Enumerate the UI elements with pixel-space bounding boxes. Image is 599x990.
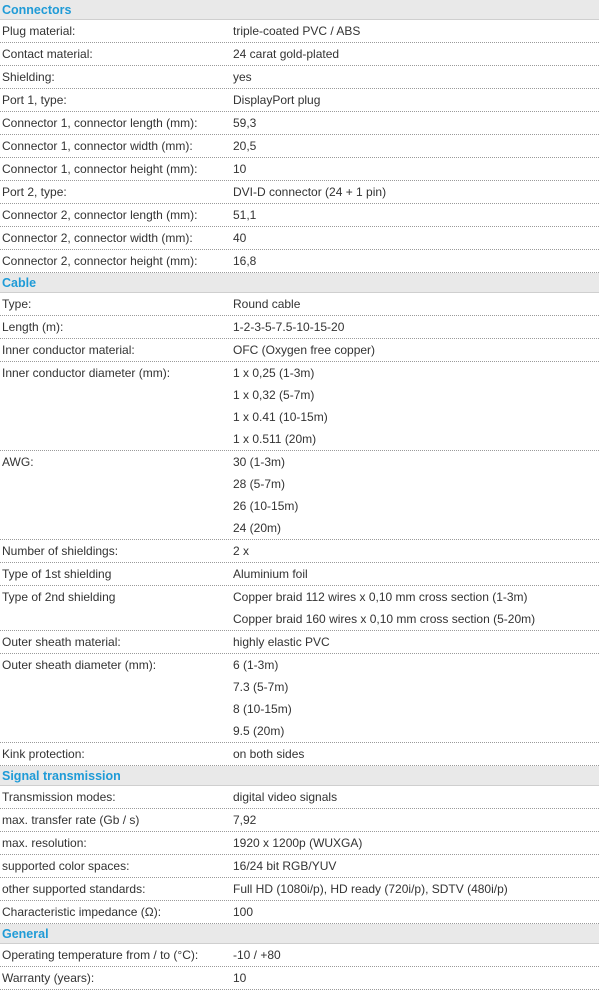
spec-value: 1920 x 1200p (WUXGA) [233,836,363,850]
spec-row [0,66,599,89]
spec-label: Type of 2nd shielding [2,590,116,604]
spec-value: 51,1 [233,208,257,222]
spec-value: 24 carat gold-plated [233,47,340,61]
spec-values [233,944,599,966]
spec-value: 16/24 bit RGB/YUV [233,859,337,873]
spec-values [233,809,599,831]
spec-label: Port 1, type: [2,93,67,107]
spec-label: AWG: [2,455,34,469]
spec-value: 24 (20m) [233,521,282,535]
spec-row [0,901,599,924]
spec-row [0,112,599,135]
spec-row [0,944,599,967]
section-signal-transmission [0,766,599,924]
spec-value: highly elastic PVC [233,635,330,649]
spec-value: OFC (Oxygen free copper) [233,343,376,357]
spec-row [0,227,599,250]
spec-label: Transmission modes: [2,790,116,804]
spec-label: Connector 2, connector height (mm): [2,254,198,268]
spec-row [0,743,599,766]
section-heading: General [0,924,599,944]
spec-label: Kink protection: [2,747,85,761]
spec-values [233,855,599,877]
spec-values [233,112,599,134]
spec-label: Connector 2, connector length (mm): [2,208,198,222]
spec-value: Aluminium foil [233,567,308,581]
spec-row [0,855,599,878]
spec-values [233,631,599,653]
spec-label: Characteristic impedance (Ω): [2,905,162,919]
spec-label: other supported standards: [2,882,146,896]
spec-label: Shielding: [2,70,55,84]
spec-value: 1 x 0.511 (20m) [233,432,317,446]
spec-value: 10 [233,162,247,176]
spec-value: -10 / +80 [233,948,281,962]
spec-value: 1 x 0,25 (1-3m) [233,366,315,380]
spec-value: 8 (10-15m) [233,702,292,716]
spec-value: 10 [233,971,247,985]
spec-value: 20,5 [233,139,257,153]
spec-values [233,563,599,585]
section-general [0,924,599,990]
spec-label: supported color spaces: [2,859,130,873]
spec-value: Copper braid 160 wires x 0,10 mm cross section (5-20m) [233,612,536,626]
spec-values [233,293,599,315]
spec-row [0,832,599,855]
spec-value: 28 (5-7m) [233,477,286,491]
spec-row [0,158,599,181]
spec-value: 59,3 [233,116,257,130]
spec-row [0,204,599,227]
spec-label: Type: [2,297,32,311]
spec-value: 1 x 0,32 (5-7m) [233,388,315,402]
spec-row [0,20,599,43]
spec-value: 1-2-3-5-7.5-10-15-20 [233,320,345,334]
spec-value: 1 x 0.41 (10-15m) [233,410,328,424]
spec-row [0,631,599,654]
spec-row [0,250,599,273]
spec-values [233,362,599,450]
spec-row [0,135,599,158]
spec-value: digital video signals [233,790,338,804]
spec-row [0,878,599,901]
spec-values [233,451,599,539]
spec-values [233,250,599,272]
spec-value: 40 [233,231,247,245]
spec-values [233,878,599,900]
spec-label: Operating temperature from / to (°C): [2,948,199,962]
spec-label: Warranty (years): [2,971,95,985]
spec-row [0,316,599,339]
spec-value: Copper braid 112 wires x 0,10 mm cross section (1-3m) [233,590,528,604]
spec-values [233,743,599,765]
spec-values [233,832,599,854]
spec-values [233,135,599,157]
spec-values [233,181,599,203]
spec-row [0,654,599,743]
spec-value: 7,92 [233,813,257,827]
spec-value: DVI-D connector (24 + 1 pin) [233,185,387,199]
spec-value: on both sides [233,747,305,761]
spec-row [0,809,599,832]
spec-row [0,89,599,112]
spec-label: max. transfer rate (Gb / s) [2,813,140,827]
spec-row [0,293,599,316]
spec-label: Plug material: [2,24,76,38]
spec-label: max. resolution: [2,836,87,850]
spec-values [233,967,599,989]
spec-value: 6 (1-3m) [233,658,279,672]
spec-row [0,540,599,563]
spec-row [0,786,599,809]
spec-label: Outer sheath material: [2,635,121,649]
spec-values [233,786,599,808]
spec-values [233,901,599,923]
spec-row [0,181,599,204]
spec-value: Round cable [233,297,301,311]
section-connectors [0,0,599,273]
spec-values [233,66,599,88]
spec-values [233,654,599,742]
spec-values [233,20,599,42]
spec-row [0,339,599,362]
section-heading: Connectors [0,0,599,20]
spec-label: Connector 2, connector width (mm): [2,231,193,245]
spec-values [233,227,599,249]
spec-value: 9.5 (20m) [233,724,285,738]
section-heading: Cable [0,273,599,293]
spec-values [233,89,599,111]
spec-value: 2 x [233,544,250,558]
spec-label: Outer sheath diameter (mm): [2,658,157,672]
spec-label: Connector 1, connector length (mm): [2,116,198,130]
spec-value: 26 (10-15m) [233,499,299,513]
section-heading: Signal transmission [0,766,599,786]
spec-label: Inner conductor material: [2,343,135,357]
spec-values [233,43,599,65]
spec-row [0,451,599,540]
spec-label: Contact material: [2,47,93,61]
spec-row [0,967,599,990]
spec-values [233,586,599,630]
spec-row [0,43,599,66]
spec-value: 16,8 [233,254,257,268]
spec-label: Inner conductor diameter (mm): [2,366,171,380]
spec-value: 7.3 (5-7m) [233,680,289,694]
spec-row [0,362,599,451]
spec-value: DisplayPort plug [233,93,321,107]
spec-value: triple-coated PVC / ABS [233,24,361,38]
spec-value: yes [233,70,252,84]
spec-values [233,204,599,226]
spec-label: Connector 1, connector height (mm): [2,162,198,176]
spec-row [0,563,599,586]
spec-row [0,586,599,631]
spec-value: 30 (1-3m) [233,455,286,469]
spec-label: Type of 1st shielding [2,567,112,581]
spec-values [233,339,599,361]
spec-label: Length (m): [2,320,64,334]
spec-values [233,158,599,180]
spec-label: Number of shieldings: [2,544,119,558]
spec-values [233,316,599,338]
section-cable [0,273,599,766]
spec-label: Port 2, type: [2,185,67,199]
spec-value: Full HD (1080i/p), HD ready (720i/p), SDTV (480i/p) [233,882,508,896]
spec-label: Connector 1, connector width (mm): [2,139,193,153]
spec-values [233,540,599,562]
spec-value: 100 [233,905,254,919]
